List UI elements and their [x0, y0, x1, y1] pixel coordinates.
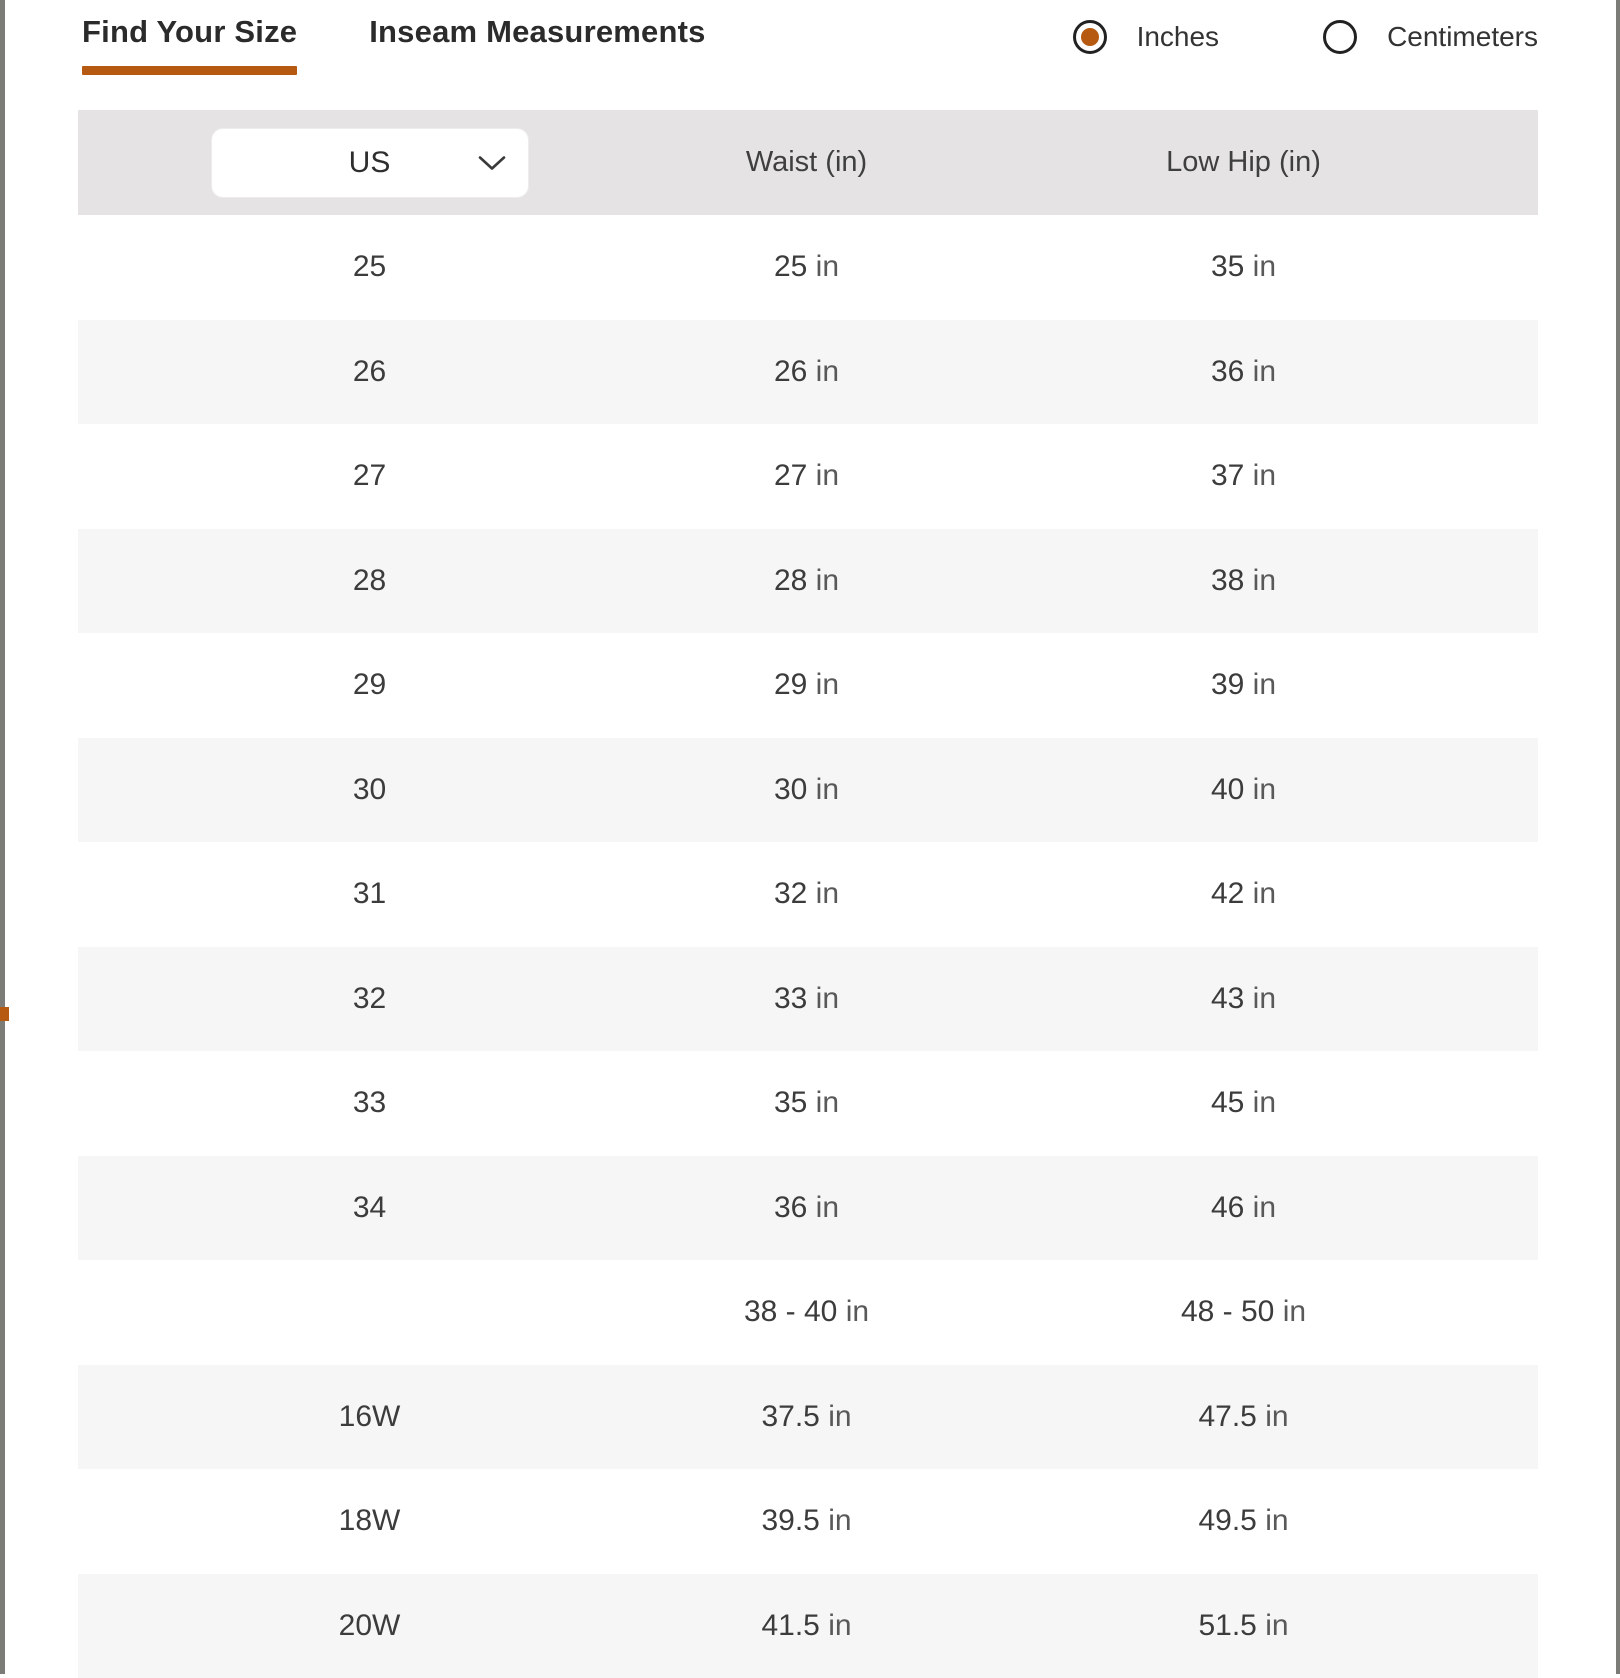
- size-cell: 32: [151, 982, 588, 1016]
- column-header-low-hip: Low Hip (in): [1025, 146, 1462, 179]
- table-row: [78, 1051, 1538, 1156]
- size-table-body: [78, 215, 1538, 1678]
- size-cell: 20W: [151, 1609, 588, 1643]
- radio-option-inches[interactable]: [1073, 20, 1220, 54]
- table-row: [78, 738, 1538, 843]
- waist-cell: 25 in: [588, 250, 1025, 284]
- waist-cell: 27 in: [588, 459, 1025, 493]
- low-hip-cell: 40 in: [1025, 773, 1462, 807]
- panel-right-border: [1616, 0, 1620, 1674]
- table-row: [78, 529, 1538, 634]
- low-hip-cell: 36 in: [1025, 355, 1462, 389]
- size-cell: 26: [151, 355, 588, 389]
- tabbar: [82, 14, 706, 78]
- low-hip-cell: 35 in: [1025, 250, 1462, 284]
- low-hip-cell: 46 in: [1025, 1191, 1462, 1225]
- region-dropdown-cell: [151, 128, 588, 198]
- table-row: [78, 1365, 1538, 1470]
- unit-toggle-group: [1073, 20, 1538, 54]
- waist-cell: 38 - 40 in: [588, 1295, 1025, 1329]
- region-dropdown-value: US: [349, 146, 391, 180]
- waist-cell: 41.5 in: [588, 1609, 1025, 1643]
- size-cell: 27: [151, 459, 588, 493]
- low-hip-cell: 39 in: [1025, 668, 1462, 702]
- size-cell: 18W: [151, 1504, 588, 1538]
- waist-cell: 37.5 in: [588, 1400, 1025, 1434]
- waist-cell: 33 in: [588, 982, 1025, 1016]
- low-hip-cell: 38 in: [1025, 564, 1462, 598]
- low-hip-cell: 48 - 50 in: [1025, 1295, 1462, 1329]
- size-table: [78, 110, 1538, 1678]
- radio-icon: [1073, 20, 1107, 54]
- size-cell: 33: [151, 1086, 588, 1120]
- size-table-header-row: [78, 110, 1538, 215]
- tab-find-your-size[interactable]: Find Your Size: [82, 14, 297, 78]
- table-row: [78, 1260, 1538, 1365]
- waist-cell: 30 in: [588, 773, 1025, 807]
- table-row: [78, 842, 1538, 947]
- size-cell: 29: [151, 668, 588, 702]
- size-cell: 25: [151, 250, 588, 284]
- region-dropdown[interactable]: [211, 128, 529, 198]
- chevron-down-icon: [478, 154, 506, 171]
- table-row: [78, 320, 1538, 425]
- radio-icon: [1323, 20, 1357, 54]
- waist-cell: 32 in: [588, 877, 1025, 911]
- waist-cell: 35 in: [588, 1086, 1025, 1120]
- table-row: [78, 215, 1538, 320]
- waist-cell: 28 in: [588, 564, 1025, 598]
- low-hip-cell: 49.5 in: [1025, 1504, 1462, 1538]
- low-hip-cell: 45 in: [1025, 1086, 1462, 1120]
- radio-label: Inches: [1137, 21, 1220, 53]
- size-cell: 34: [151, 1191, 588, 1225]
- waist-cell: 39.5 in: [588, 1504, 1025, 1538]
- radio-label: Centimeters: [1387, 21, 1538, 53]
- panel-left-border: [0, 0, 5, 1674]
- size-cell: 28: [151, 564, 588, 598]
- low-hip-cell: 43 in: [1025, 982, 1462, 1016]
- waist-cell: 29 in: [588, 668, 1025, 702]
- size-cell: 16W: [151, 1400, 588, 1434]
- tab-inseam-measurements[interactable]: Inseam Measurements: [369, 14, 705, 78]
- table-row: [78, 1156, 1538, 1261]
- table-row: [78, 424, 1538, 529]
- table-row: [78, 633, 1538, 738]
- size-cell: 31: [151, 877, 588, 911]
- low-hip-cell: 37 in: [1025, 459, 1462, 493]
- table-row: [78, 1574, 1538, 1678]
- column-header-waist: Waist (in): [588, 146, 1025, 179]
- low-hip-cell: 47.5 in: [1025, 1400, 1462, 1434]
- size-cell: 30: [151, 773, 588, 807]
- low-hip-cell: 51.5 in: [1025, 1609, 1462, 1643]
- waist-cell: 26 in: [588, 355, 1025, 389]
- table-row: [78, 1469, 1538, 1574]
- radio-option-centimeters[interactable]: [1323, 20, 1538, 54]
- low-hip-cell: 42 in: [1025, 877, 1462, 911]
- left-edge-accent-tick: [0, 1007, 9, 1021]
- table-row: [78, 947, 1538, 1052]
- waist-cell: 36 in: [588, 1191, 1025, 1225]
